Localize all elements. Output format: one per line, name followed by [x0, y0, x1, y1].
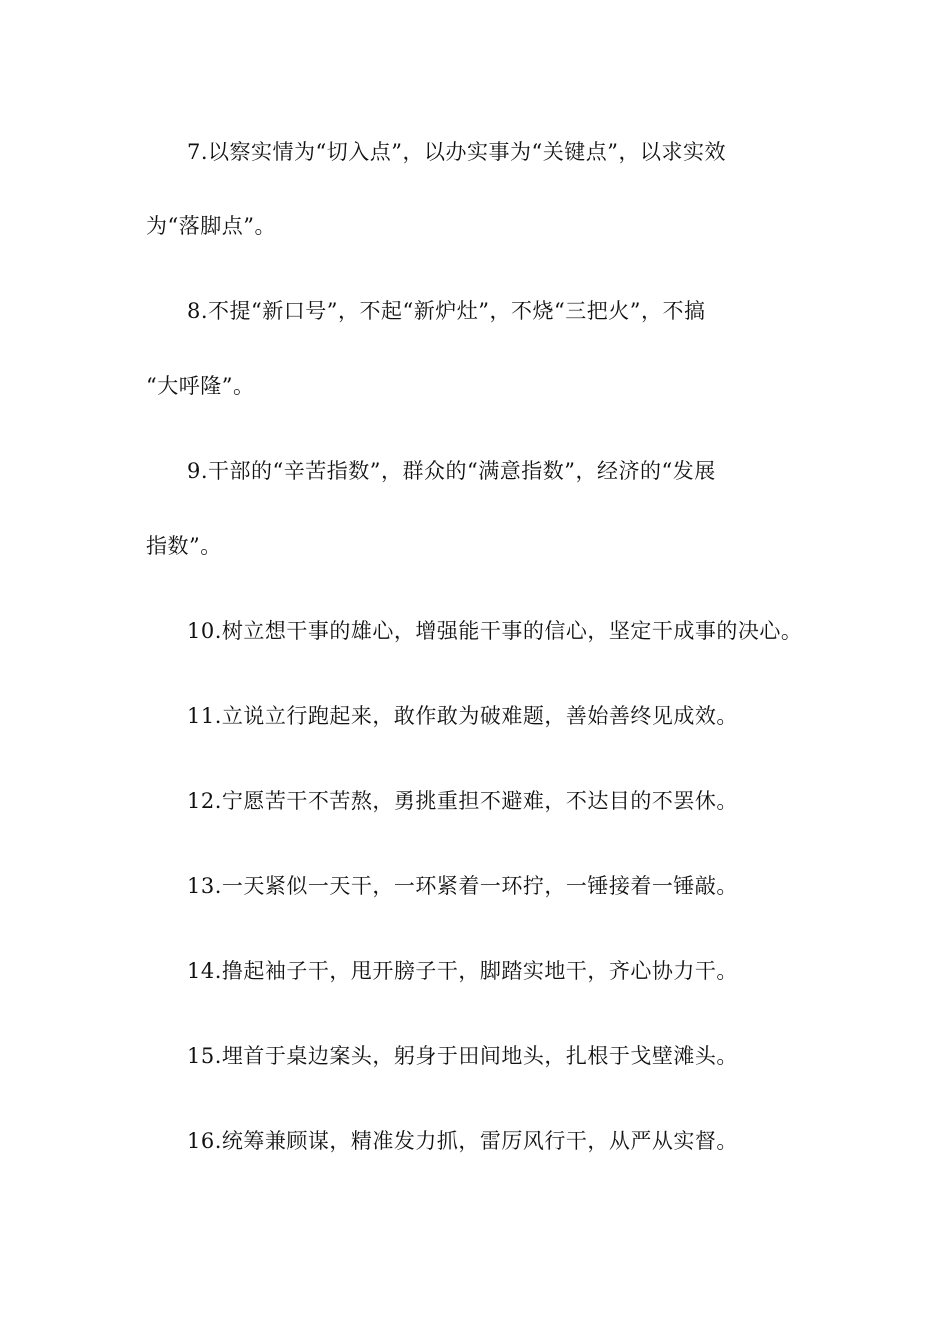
- item-7-line-1: 7.以察实情为“切入点”，以办实事为“关键点”，以求实效: [187, 140, 726, 164]
- item-13: 13.一天紧似一天干，一环紧着一环拧，一锤接着一锤敲。: [187, 874, 738, 898]
- item-7-line-2: 为“落脚点”。: [146, 214, 276, 238]
- item-12: 12.宁愿苦干不苦熬，勇挑重担不避难，不达目的不罢休。: [187, 789, 738, 813]
- item-8-line-2: “大呼隆”。: [146, 374, 255, 398]
- item-15: 15.埋首于桌边案头，躬身于田间地头，扎根于戈壁滩头。: [187, 1044, 738, 1068]
- item-11: 11.立说立行跑起来，敢作敢为破难题，善始善终见成效。: [187, 704, 738, 728]
- item-14: 14.撸起袖子干，甩开膀子干，脚踏实地干，齐心协力干。: [187, 959, 738, 983]
- item-9-line-2: 指数”。: [146, 534, 222, 558]
- item-8-line-1: 8.不提“新口号”，不起“新炉灶”，不烧“三把火”，不搞: [187, 299, 706, 323]
- item-10: 10.树立想干事的雄心，增强能干事的信心，坚定干成事的决心。: [187, 619, 803, 643]
- item-16: 16.统筹兼顾谋，精准发力抓，雷厉风行干，从严从实督。: [187, 1129, 738, 1153]
- item-9-line-1: 9.干部的“辛苦指数”，群众的“满意指数”，经济的“发展: [187, 459, 716, 483]
